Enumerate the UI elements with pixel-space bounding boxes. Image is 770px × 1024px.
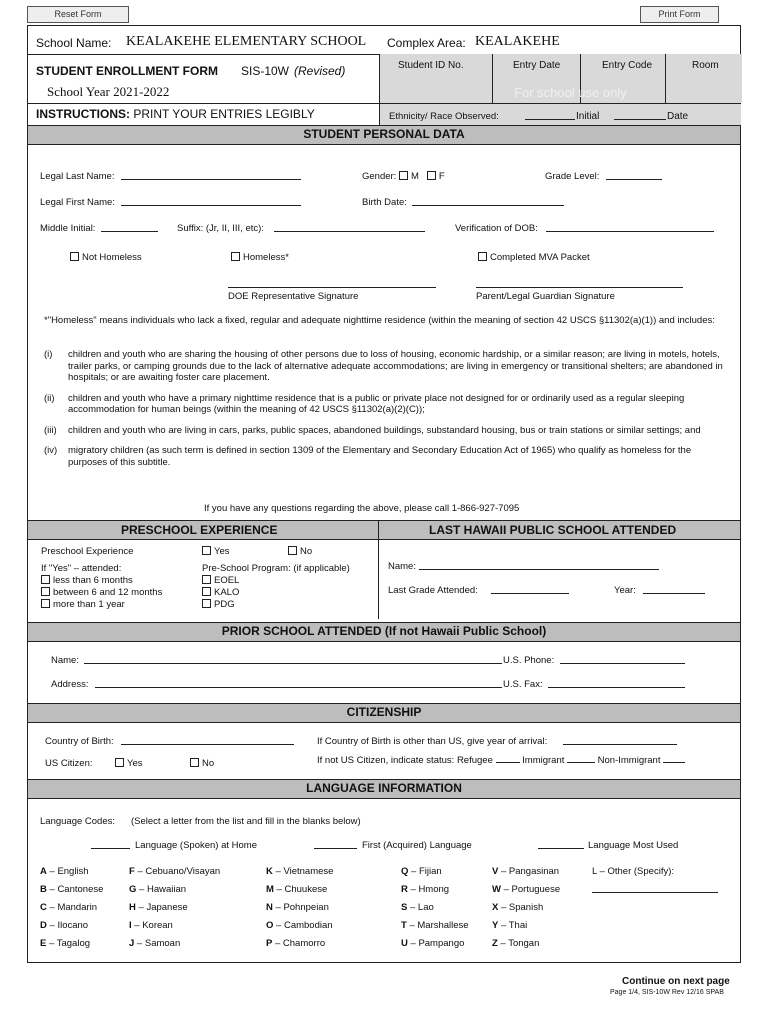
language-code-item: K – Vietnamese <box>266 866 334 877</box>
language-code-item: M – Chuukese <box>266 884 328 895</box>
section-personal-data: STUDENT PERSONAL DATA <box>28 125 740 145</box>
section-preschool: PRESCHOOL EXPERIENCE <box>121 523 278 537</box>
prior-phone-label: U.S. Phone: <box>503 655 555 666</box>
immigrant-input[interactable] <box>567 753 595 763</box>
language-code-item: D – Ilocano <box>40 920 89 931</box>
language-code-item: V – Pangasinan <box>492 866 560 877</box>
language-code-item: A – English <box>40 866 89 877</box>
language-code-item: W – Portuguese <box>492 884 561 895</box>
initial-field[interactable] <box>525 119 575 120</box>
citizen-no-checkbox[interactable] <box>190 758 199 767</box>
first-language-label: First (Acquired) Language <box>362 840 472 851</box>
us-citizen-label: US Citizen: <box>45 758 93 769</box>
homeless-definition: *"Homeless" means individuals who lack a fixed, regular and adequate nighttime residence (within the meaning of section 42 USCS §11302(a)(1)) and includes: <box>44 315 715 326</box>
doe-signature-label: DOE Representative Signature <box>228 291 359 302</box>
language-code-item: O – Cambodian <box>266 920 333 931</box>
homeless-list <box>44 349 724 468</box>
duration-less-6[interactable]: less than 6 months <box>41 575 162 587</box>
school-name-value[interactable]: KEALAKEHE ELEMENTARY SCHOOL <box>126 34 367 49</box>
not-homeless-checkbox[interactable] <box>70 252 79 261</box>
preschool-durations <box>41 575 162 611</box>
language-code-item: Y – Thai <box>492 920 528 931</box>
section-citizenship: CITIZENSHIP <box>28 703 740 723</box>
page-footer: Page 1/4, SIS-10W Rev 12/16 SPAB <box>610 989 724 996</box>
complex-area-value[interactable]: KEALAKEHE <box>475 34 560 49</box>
language-code-item: B – Cantonese <box>40 884 104 895</box>
language-code-item: N – Pohnpeian <box>266 902 329 913</box>
prior-name-input[interactable] <box>84 663 502 664</box>
not-homeless-option[interactable]: Not Homeless <box>70 252 142 263</box>
legal-last-input[interactable] <box>121 179 301 180</box>
preschool-programs <box>202 575 239 611</box>
language-code-item: S – Lao <box>401 902 434 913</box>
suffix-label: Suffix: (Jr, II, III, etc): <box>177 223 264 234</box>
language-code-item: T – Marshallese <box>401 920 469 931</box>
language-code-item: H – Japanese <box>129 902 188 913</box>
arrival-year-label: If Country of Birth is other than US, give year of arrival: <box>317 736 548 747</box>
grade-level-input[interactable] <box>606 179 662 180</box>
prior-fax-input[interactable] <box>548 687 685 688</box>
mva-checkbox[interactable] <box>478 252 487 261</box>
country-birth-label: Country of Birth: <box>45 736 114 747</box>
language-code-item: G – Hawaiian <box>129 884 187 895</box>
language-code-item: E – Tagalog <box>40 938 91 949</box>
citizen-status-label: If not US Citizen, indicate status: Refugee Immigrant Non-Immigrant <box>317 753 685 766</box>
year-label: Year: <box>614 585 636 596</box>
prior-fax-label: U.S. Fax: <box>503 679 543 690</box>
section-language: LANGUAGE INFORMATION <box>28 779 740 799</box>
reset-form-button[interactable]: Reset Form <box>27 6 129 23</box>
program-kalo[interactable]: KALO <box>202 587 239 599</box>
preschool-no-option[interactable]: No <box>288 546 312 557</box>
form-title: STUDENT ENROLLMENT FORM <box>36 64 218 78</box>
form-revised: (Revised) <box>294 64 346 78</box>
initial-label: Initial <box>576 111 600 122</box>
list-item: (iii) children and youth who are living in cars, parks, public spaces, abandoned buildings, substandard housing, bus or train stations or similar settings; and <box>44 424 701 436</box>
prior-name-label: Name: <box>51 655 79 666</box>
section-last-hawaii-school: LAST HAWAII PUBLIC SCHOOL ATTENDED <box>429 523 677 537</box>
language-code-item: C – Mandarin <box>40 902 98 913</box>
citizen-yes-option[interactable]: Yes <box>115 758 143 769</box>
date-label: Date <box>667 111 689 122</box>
gender-f-checkbox[interactable] <box>427 171 436 180</box>
legal-first-input[interactable] <box>121 205 301 206</box>
language-code-item: J – Samoan <box>129 938 181 949</box>
arrival-year-input[interactable] <box>563 744 677 745</box>
office-use-note: For school use only <box>514 85 627 100</box>
refugee-input[interactable] <box>496 753 520 763</box>
middle-initial-label: Middle Initial: <box>40 223 96 234</box>
home-language-input[interactable] <box>91 848 130 849</box>
last-grade-label: Last Grade Attended: <box>388 585 478 596</box>
country-birth-input[interactable] <box>121 744 294 745</box>
middle-initial-input[interactable] <box>101 231 158 232</box>
homeless-checkbox[interactable] <box>231 252 240 261</box>
questions-note: If you have any questions regarding the above, please call 1-866-927-7095 <box>204 503 520 514</box>
other-language-label: L – Other (Specify): <box>592 866 675 877</box>
language-codes-instructions: (Select a letter from the list and fill in the blanks below) <box>131 816 361 827</box>
other-language-input[interactable] <box>592 892 718 893</box>
date-field[interactable] <box>614 119 666 120</box>
last-school-name-input[interactable] <box>419 569 659 570</box>
instructions: INSTRUCTIONS: PRINT YOUR ENTRIES LEGIBLY <box>36 107 315 121</box>
language-code-item: P – Chamorro <box>266 938 326 949</box>
non-immigrant-input[interactable] <box>663 753 685 763</box>
language-codes-label: Language Codes: <box>40 816 116 827</box>
language-code-item: F – Cebuano/Visayan <box>129 866 221 877</box>
room-header: Room <box>692 60 719 71</box>
list-item: (i) children and youth who are sharing the housing of other persons due to loss of housing, economic hardship, or a similar reason; are living in motels, hotels, trailer parks, or camping grounds due to the lack of alternative adequate accommodations; are living in emergency or transitional shelters; are abandoned in hospitals; or are awaiting foster care placement. <box>44 349 723 383</box>
preschool-yes-checkbox[interactable] <box>202 546 211 555</box>
most-used-input[interactable] <box>538 848 584 849</box>
gender-m-checkbox[interactable] <box>399 171 408 180</box>
last-grade-input[interactable] <box>491 593 569 594</box>
duration-6-12[interactable]: between 6 and 12 months <box>41 587 162 599</box>
mva-option[interactable]: Completed MVA Packet <box>478 252 590 263</box>
parent-signature-label: Parent/Legal Guardian Signature <box>476 291 615 302</box>
section-prior-school: PRIOR SCHOOL ATTENDED (If not Hawaii Public School) <box>28 622 740 642</box>
prior-address-label: Address: <box>51 679 89 690</box>
gender-label: Gender: M F <box>362 171 445 182</box>
language-code-item: X – Spanish <box>492 902 544 913</box>
prior-address-input[interactable] <box>95 687 502 688</box>
program-pdg[interactable]: PDG <box>202 599 239 611</box>
if-yes-label: If "Yes" – attended: <box>41 563 122 574</box>
entry-date-header: Entry Date <box>513 60 561 71</box>
verification-dob-input[interactable] <box>546 231 714 232</box>
home-language-label: Language (Spoken) at Home <box>135 840 257 851</box>
most-used-label: Language Most Used <box>588 840 679 851</box>
language-code-item: Q – Fijian <box>401 866 442 877</box>
school-name-label: School Name: <box>36 36 112 50</box>
print-form-button[interactable]: Print Form <box>640 6 719 23</box>
language-code-item: I – Korean <box>129 920 173 931</box>
preschool-experience-label: Preschool Experience <box>41 546 134 557</box>
parent-signature-line[interactable] <box>476 287 683 288</box>
complex-area-label: Complex Area: <box>387 36 466 50</box>
grade-level-label: Grade Level: <box>545 171 600 182</box>
citizen-no-option[interactable]: No <box>190 758 214 769</box>
student-id-header: Student ID No. <box>398 60 464 71</box>
legal-first-label: Legal First Name: <box>40 197 115 208</box>
prior-phone-input[interactable] <box>560 663 685 664</box>
year-input[interactable] <box>643 593 705 594</box>
birth-date-input[interactable] <box>412 205 564 206</box>
homeless-option[interactable]: Homeless* <box>231 252 289 263</box>
doe-signature-line[interactable] <box>228 287 436 288</box>
language-code-item: R – Hmong <box>401 884 450 895</box>
suffix-input[interactable] <box>274 231 425 232</box>
list-item: (ii) children and youth who have a primary nighttime residence that is a public or private place not designed for or ordinarily used as a regular sleeping accommodation for human beings (within the meaning of 42 USCS §11302(a)(2)(C)); <box>44 392 685 415</box>
language-code-item: U – Pampango <box>401 938 465 949</box>
school-year[interactable]: School Year 2021-2022 <box>47 84 170 99</box>
legal-last-label: Legal Last Name: <box>40 171 115 182</box>
preschool-program-label: Pre-School Program: (if applicable) <box>202 563 350 574</box>
duration-more-1[interactable]: more than 1 year <box>41 599 162 611</box>
citizen-yes-checkbox[interactable] <box>115 758 124 767</box>
program-eoel[interactable]: EOEL <box>202 575 239 587</box>
preschool-yes-option[interactable]: Yes <box>202 546 230 557</box>
verification-dob-label: Verification of DOB: <box>455 223 538 234</box>
ethnicity-label: Ethnicity/ Race Observed: <box>389 111 499 122</box>
continue-note: Continue on next page <box>622 976 730 987</box>
entry-code-header: Entry Code <box>602 60 653 71</box>
form-code: SIS-10W <box>241 64 290 78</box>
birth-date-label: Birth Date: <box>362 197 407 208</box>
language-code-item: Z – Tongan <box>492 938 540 949</box>
last-school-name-label: Name: <box>388 561 416 572</box>
preschool-no-checkbox[interactable] <box>288 546 297 555</box>
first-language-input[interactable] <box>314 848 357 849</box>
list-item: (iv) migratory children (as such term is defined in section 1309 of the Elementary and Secondary Education Act of 1965) who qualify as homeless for the purposes of this subtitle. <box>44 445 692 468</box>
